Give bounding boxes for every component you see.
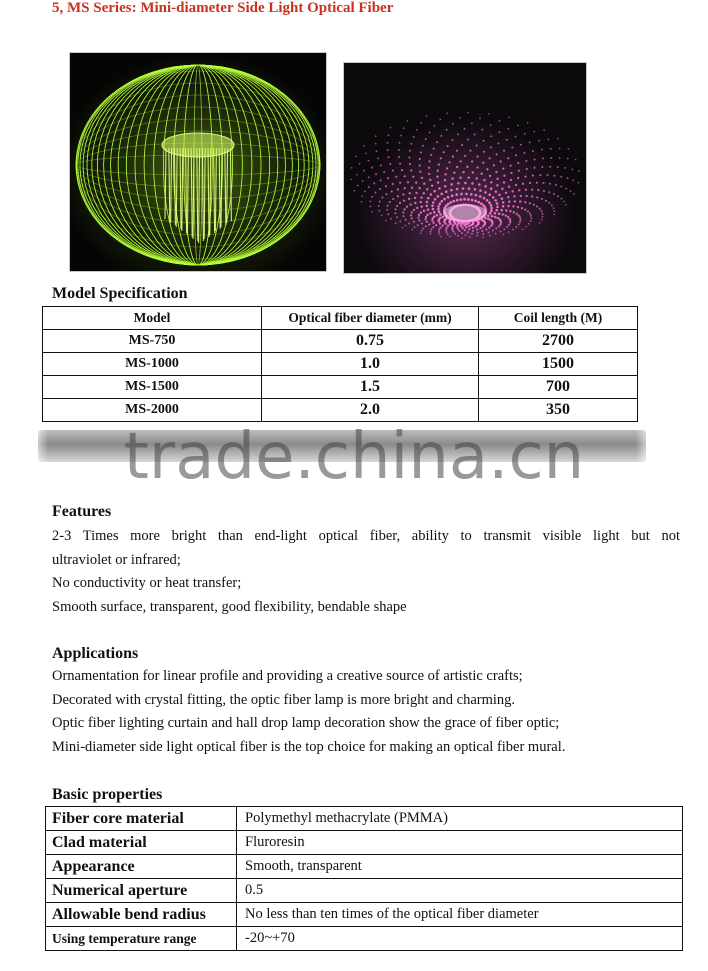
property-value: -20~+70 — [237, 927, 683, 951]
coil-length-cell: 700 — [479, 376, 638, 399]
basic-properties-table — [45, 806, 683, 951]
features-line: ultraviolet or infrared; — [52, 551, 181, 568]
table-row — [46, 807, 683, 831]
applications-heading: Applications — [52, 645, 139, 662]
applications-line: Ornamentation for linear profile and providing a creative source of artistic crafts; — [52, 668, 523, 684]
page-title: 5, MS Series: Mini-diameter Side Light Optical Fiber — [52, 0, 394, 16]
basic-properties-heading: Basic properties — [52, 786, 163, 803]
coil-length-cell: 2700 — [479, 330, 638, 353]
features-text — [52, 525, 680, 619]
table-row — [43, 399, 638, 422]
features-line: 2-3 Times more bright than end-light optical fiber, ability to transmit visible light but not — [52, 528, 680, 544]
diameter-cell: 2.0 — [262, 399, 479, 422]
table-row — [43, 376, 638, 399]
model-cell: MS-1500 — [43, 376, 262, 399]
coil-length-cell: 1500 — [479, 353, 638, 376]
features-line: No conductivity or heat transfer; — [52, 575, 242, 591]
applications-line: Decorated with crystal fitting, the optic fiber lamp is more bright and charming. — [52, 691, 516, 708]
model-spec-table — [42, 306, 638, 422]
model-spec-heading: Model Specification — [52, 285, 188, 302]
table-row — [43, 353, 638, 376]
property-value: Fluroresin — [237, 831, 683, 855]
features-heading: Features — [52, 503, 112, 520]
diameter-cell: 0.75 — [262, 330, 479, 353]
green-fiber-chandelier-image — [69, 52, 327, 272]
applications-text — [52, 665, 692, 759]
model-cell: MS-1000 — [43, 353, 262, 376]
coil-length-cell: 350 — [479, 399, 638, 422]
diameter-cell: 1.5 — [262, 376, 479, 399]
property-name: Clad material — [46, 831, 237, 855]
property-name: Fiber core material — [46, 807, 237, 831]
table-row — [46, 903, 683, 927]
watermark-text: trade.china.cn — [123, 420, 585, 494]
pink-fiber-chandelier-image — [343, 62, 587, 274]
column-header: Model — [43, 307, 262, 330]
model-cell: MS-750 — [43, 330, 262, 353]
model-cell: MS-2000 — [43, 399, 262, 422]
property-value: No less than ten times of the optical fiber diameter — [237, 903, 683, 927]
column-header: Optical fiber diameter (mm) — [262, 307, 479, 330]
table-row — [46, 927, 683, 951]
table-row — [46, 879, 683, 903]
column-header: Coil length (M) — [479, 307, 638, 330]
property-name: Using temperature range — [46, 927, 237, 951]
property-value: 0.5 — [237, 879, 683, 903]
applications-line: Mini-diameter side light optical fiber is the top choice for making an optical fiber mural. — [52, 738, 566, 755]
table-row — [43, 330, 638, 353]
property-value: Polymethyl methacrylate (PMMA) — [237, 807, 683, 831]
applications-line: Optic fiber lighting curtain and hall drop lamp decoration show the grace of fiber optic; — [52, 715, 560, 731]
table-row — [46, 831, 683, 855]
table-row — [46, 855, 683, 879]
features-line: Smooth surface, transparent, good flexibility, bendable shape — [52, 598, 407, 615]
diameter-cell: 1.0 — [262, 353, 479, 376]
property-value: Smooth, transparent — [237, 855, 683, 879]
property-name: Appearance — [46, 855, 237, 879]
table-header-row — [43, 307, 638, 330]
property-name: Allowable bend radius — [46, 903, 237, 927]
property-name: Numerical aperture — [46, 879, 237, 903]
